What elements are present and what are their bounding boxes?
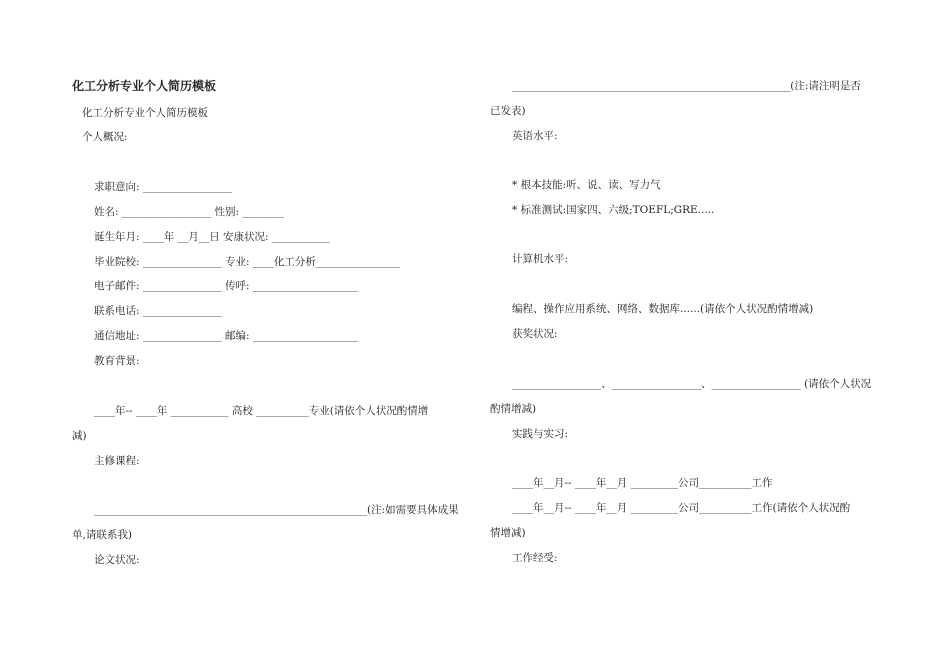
practice-line-1: ____年__月-- ____年__月 _________公司__________工作 (512, 477, 773, 489)
name-gender-field: 姓名: _________________ 性别: ________ (94, 206, 285, 218)
birth-health-field: 诞生年月: ____年 __月__日 安康状况: ___________ (94, 231, 330, 243)
education-label: 教育背景: (94, 355, 140, 367)
education-line-continued: 减) (72, 430, 87, 442)
practice-line-continued: 情增减) (490, 527, 526, 539)
phone-field: 联系电话: _______________ (94, 305, 222, 317)
english-standard-tests: * 标准测试:国家四、六级;TOEFL;GRE..... (512, 204, 715, 216)
document-title: 化工分析专业个人简历模板 (72, 79, 217, 93)
awards-line-continued: 酌情增减) (490, 403, 537, 415)
job-intent-field: 求职意向: _________________ (94, 181, 233, 193)
address-postcode-field: 通信地址: _______________ 邮编: ____________________ (94, 330, 358, 342)
document-subtitle: 化工分析专业个人简历模板 (82, 107, 208, 119)
work-experience-label: 工作经受: (512, 552, 558, 564)
thesis-line-continued: 已发表) (490, 105, 526, 117)
practice-label: 实践与实习: (512, 428, 569, 440)
awards-line: _________________、_________________、_________________ (请依个人状况 (512, 378, 872, 390)
courses-label: 主修课程: (94, 455, 140, 467)
computer-label: 计算机水平: (512, 253, 569, 265)
courses-line-continued: 单,请联系我) (72, 529, 132, 541)
overview-label: 个人概况: (82, 131, 128, 143)
school-major-field: 毕业院校: _______________ 专业: ____化工分析________________ (94, 256, 400, 268)
education-line: ____年-- ____年 ___________ 高校 __________专业(请依个人状况酌情增 (94, 405, 429, 417)
english-basic-skills: * 根本技能:听、说、读、写力气 (512, 179, 661, 191)
practice-line-2: ____年__月-- ____年__月 _________公司__________工作(请依个人状况酌 (512, 502, 851, 514)
english-label: 英语水平: (512, 130, 558, 142)
awards-label: 获奖状况: (512, 328, 558, 340)
computer-description: 编程、操作应用系统、网络、数据库......(请依个人状况酌情增减) (512, 303, 814, 315)
thesis-label: 论文状况: (94, 554, 140, 566)
courses-line: ____________________________________________________(注:如需要具体成果 (94, 504, 459, 516)
thesis-line: _____________________________________________________(注:请注明是否 (512, 80, 861, 92)
email-pager-field: 电子邮件: _______________ 传呼: ____________________ (94, 280, 358, 292)
